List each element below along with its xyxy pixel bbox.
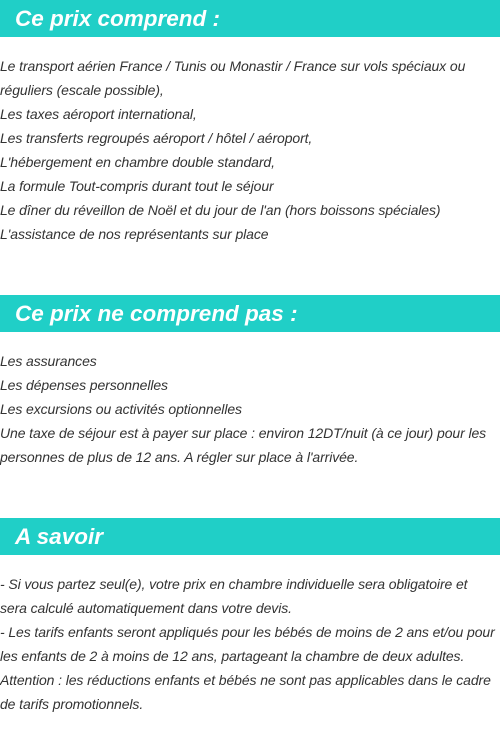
text-line: Le transport aérien France / Tunis ou Monastir / France sur vols spéciaux ou xyxy=(0,58,466,74)
section-title-good-to-know: A savoir xyxy=(0,518,500,555)
section-price-includes xyxy=(0,0,500,246)
text-line: - Les tarifs enfants seront appliqués pour les bébés de moins de 2 ans et/ou pour xyxy=(0,624,495,640)
section-body-price-includes xyxy=(0,54,500,246)
text-line: La formule Tout-compris durant tout le séjour xyxy=(0,178,274,194)
section-title-price-includes: Ce prix comprend : xyxy=(0,0,500,37)
text-line: personnes de plus de 12 ans. A régler sur place à l'arrivée. xyxy=(0,449,359,465)
text-line: L'assistance de nos représentants sur place xyxy=(0,226,269,242)
text-line: sera calculé automatiquement dans votre devis. xyxy=(0,600,292,616)
section-price-excludes xyxy=(0,295,500,469)
section-body-price-excludes xyxy=(0,349,500,469)
section-body-good-to-know xyxy=(0,572,500,716)
text-line: réguliers (escale possible), xyxy=(0,82,164,98)
text-line: de tarifs promotionnels. xyxy=(0,696,144,712)
text-line: - Si vous partez seul(e), votre prix en chambre individuelle sera obligatoire et xyxy=(0,576,468,592)
section-good-to-know xyxy=(0,518,500,716)
text-line: les enfants de 2 à moins de 12 ans, partageant la chambre de deux adultes. xyxy=(0,648,465,664)
text-line: Les dépenses personnelles xyxy=(0,377,168,393)
text-line: Les taxes aéroport international, xyxy=(0,106,197,122)
text-line: L'hébergement en chambre double standard, xyxy=(0,154,275,170)
text-line: Attention : les réductions enfants et bébés ne sont pas applicables dans le cadre xyxy=(0,672,491,688)
section-title-price-excludes: Ce prix ne comprend pas : xyxy=(0,295,500,332)
text-line: Une taxe de séjour est à payer sur place : environ 12DT/nuit (à ce jour) pour les xyxy=(0,425,487,441)
text-line: Le dîner du réveillon de Noël et du jour de l'an (hors boissons spéciales) xyxy=(0,202,441,218)
text-line: Les excursions ou activités optionnelles xyxy=(0,401,242,417)
text-line: Les transferts regroupés aéroport / hôtel / aéroport, xyxy=(0,130,313,146)
text-line: Les assurances xyxy=(0,353,97,369)
